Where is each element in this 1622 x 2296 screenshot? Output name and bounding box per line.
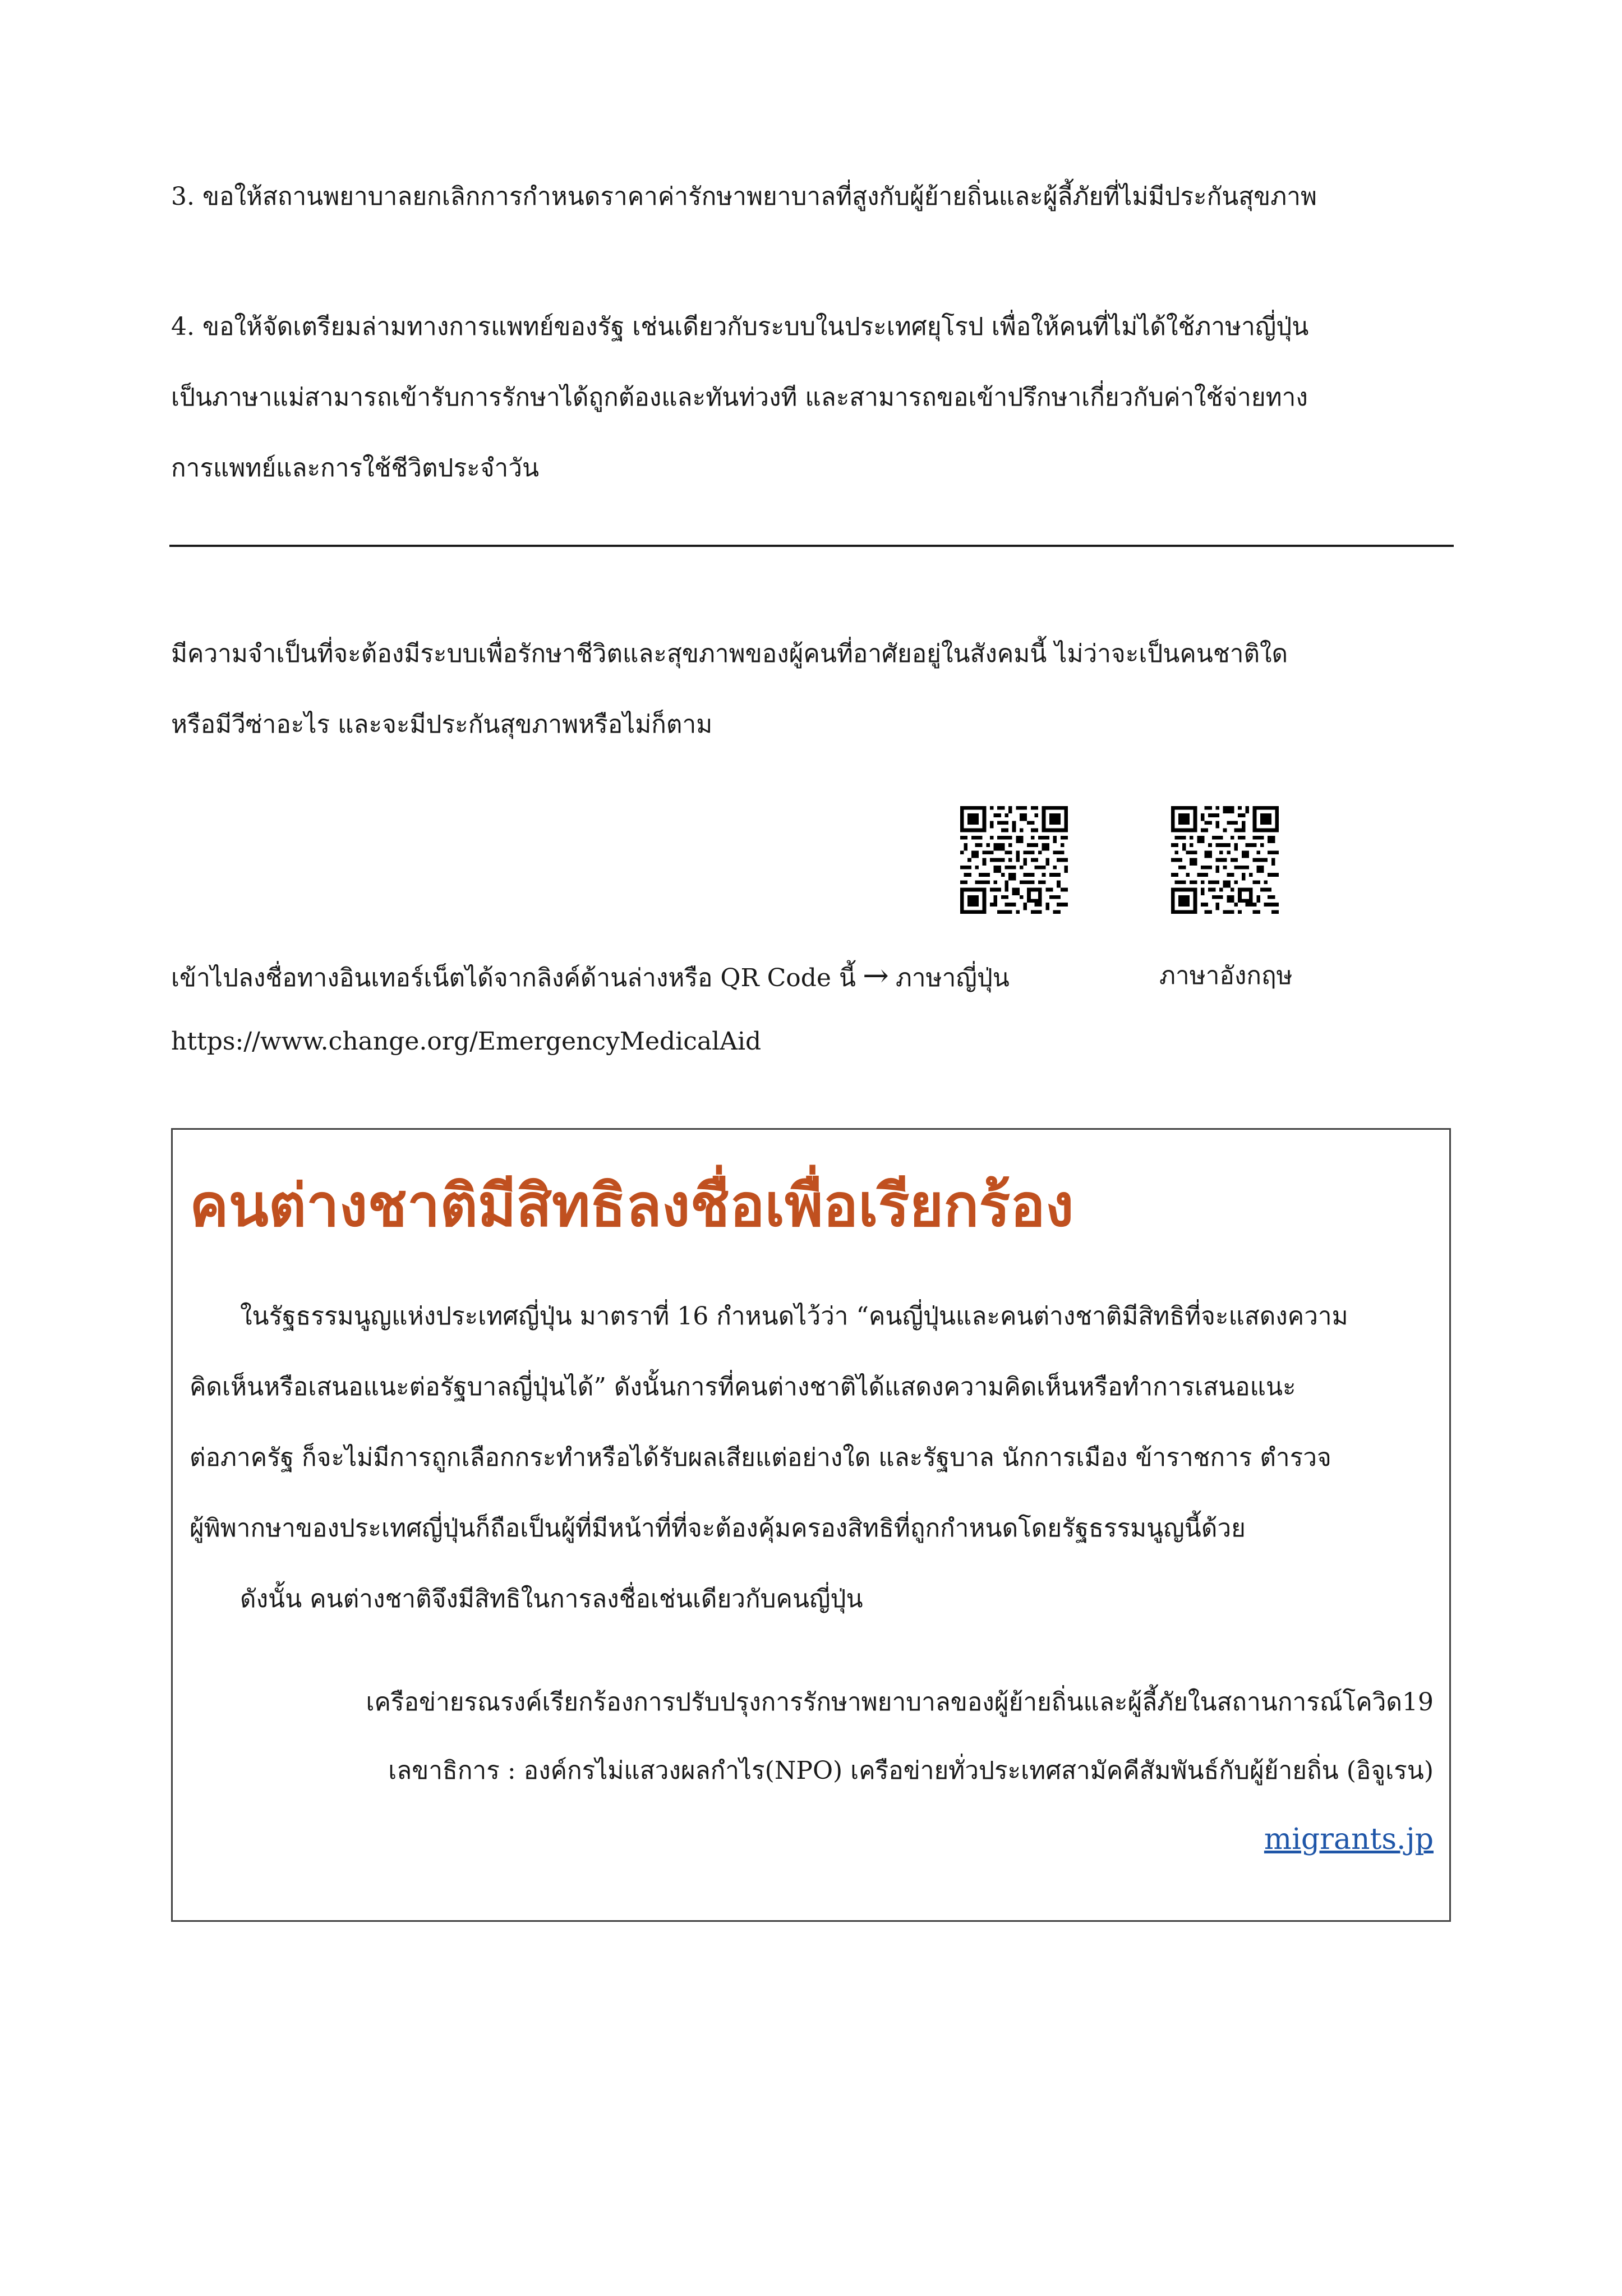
- section-divider: [169, 545, 1454, 547]
- petition-url[interactable]: https://www.change.org/EmergencyMedicalAid: [171, 1027, 762, 1056]
- signup-row: [171, 951, 1349, 1001]
- signup-prompt: เข้าไปลงชื่อทางอินเทอร์เน็ตได้จากลิงค์ด้านล่างหรือ QR Code นี้: [171, 964, 856, 992]
- network-name: เครือข่ายรณรงค์เรียกร้องการปรับปรุงการรักษาพยาบาลของผู้ย้ายถิ่นและผู้ลี้ภัยในสถานการณ์โควิด19: [366, 1688, 1434, 1717]
- qr-label-english: ภาษาอังกฤษ: [1159, 961, 1293, 990]
- qr-label-japanese: ภาษาญี่ปุ่น: [895, 964, 1010, 992]
- box-body-line: คิดเห็นหรือเสนอแนะต่อรัฐบาลญี่ปุ่นได้” ดังนั้นการที่คนต่างชาติได้แสดงความคิดเห็นหรือทำการเสนอแนะ: [190, 1373, 1296, 1401]
- demand-item-4-line-2: เป็นภาษาแม่สามารถเข้ารับการรักษาได้ถูกต้องและทันท่วงที และสามารถขอเข้าปรึกษาเกี่ยวกับค่าใช้จ่ายทาง: [171, 383, 1308, 412]
- demand-item-4-line-3: การแพทย์และการใช้ชีวิตประจำวัน: [171, 454, 540, 482]
- box-title: คนต่างชาติมีสิทธิลงชื่อเพื่อเรียกร้อง: [190, 1171, 1074, 1240]
- box-body-line: ผู้พิพากษาของประเทศญี่ปุ่นก็ถือเป็นผู้ที่มีหน้าที่ที่จะต้องคุ้มครองสิทธิที่ถูกกำหนดโดยรัฐธรรมนูญนี้ด้วย: [190, 1514, 1246, 1543]
- statement-line-2: หรือมีวีซ่าอะไร และจะมีประกันสุขภาพหรือไม่ก็ตาม: [171, 710, 713, 739]
- qr-code-english-icon[interactable]: [1171, 806, 1279, 914]
- statement-line-1: มีความจำเป็นที่จะต้องมีระบบเพื่อรักษาชีวิตและสุขภาพของผู้คนที่อาศัยอยู่ในสังคมนี้ ไม่ว่าจะเป็นคนชาติใด: [171, 639, 1288, 668]
- box-body-line: ต่อภาครัฐ ก็จะไม่มีการถูกเลือกกระทำหรือได้รับผลเสียแต่อย่างใด และรัฐบาล นักการเมือง ข้าราชการ ตำรวจ: [190, 1443, 1331, 1472]
- box-body-line: ดังนั้น คนต่างชาติจึงมีสิทธิในการลงชื่อเช่นเดียวกับคนญี่ปุ่น: [240, 1585, 863, 1613]
- secretariat: เลขาธิการ : องค์กรไม่แสวงผลกำไร(NPO) เครือข่ายทั่วประเทศสามัคคีสัมพันธ์กับผู้ย้ายถิ่น (อิจูเรน): [388, 1756, 1434, 1785]
- box-body-line: ในรัฐธรรมนูญแห่งประเทศญี่ปุ่น มาตราที่ 16 กำหนดไว้ว่า “คนญี่ปุ่นและคนต่างชาติมีสิทธิที่จะแสดงความ: [240, 1302, 1348, 1331]
- box-body: [190, 1281, 1435, 1635]
- demand-item-3: 3. ขอให้สถานพยาบาลยกเลิกการกำหนดราคาค่ารักษาพยาบาลที่สูงกับผู้ย้ายถิ่นและผู้ลี้ภัยที่ไม่มีประกันสุขภาพ: [171, 182, 1317, 211]
- demand-item-4-line-1: 4. ขอให้จัดเตรียมล่ามทางการแพทย์ของรัฐ เช่นเดียวกับระบบในประเทศยุโรป เพื่อให้คนที่ไม่ได้ใช้ภาษาญี่ปุ่น: [171, 312, 1309, 341]
- info-box: [171, 1128, 1451, 1922]
- qr-code-japanese-icon[interactable]: [960, 806, 1068, 914]
- arrow-right-icon: →: [863, 958, 889, 994]
- website-link[interactable]: migrants.jp: [1264, 1823, 1434, 1856]
